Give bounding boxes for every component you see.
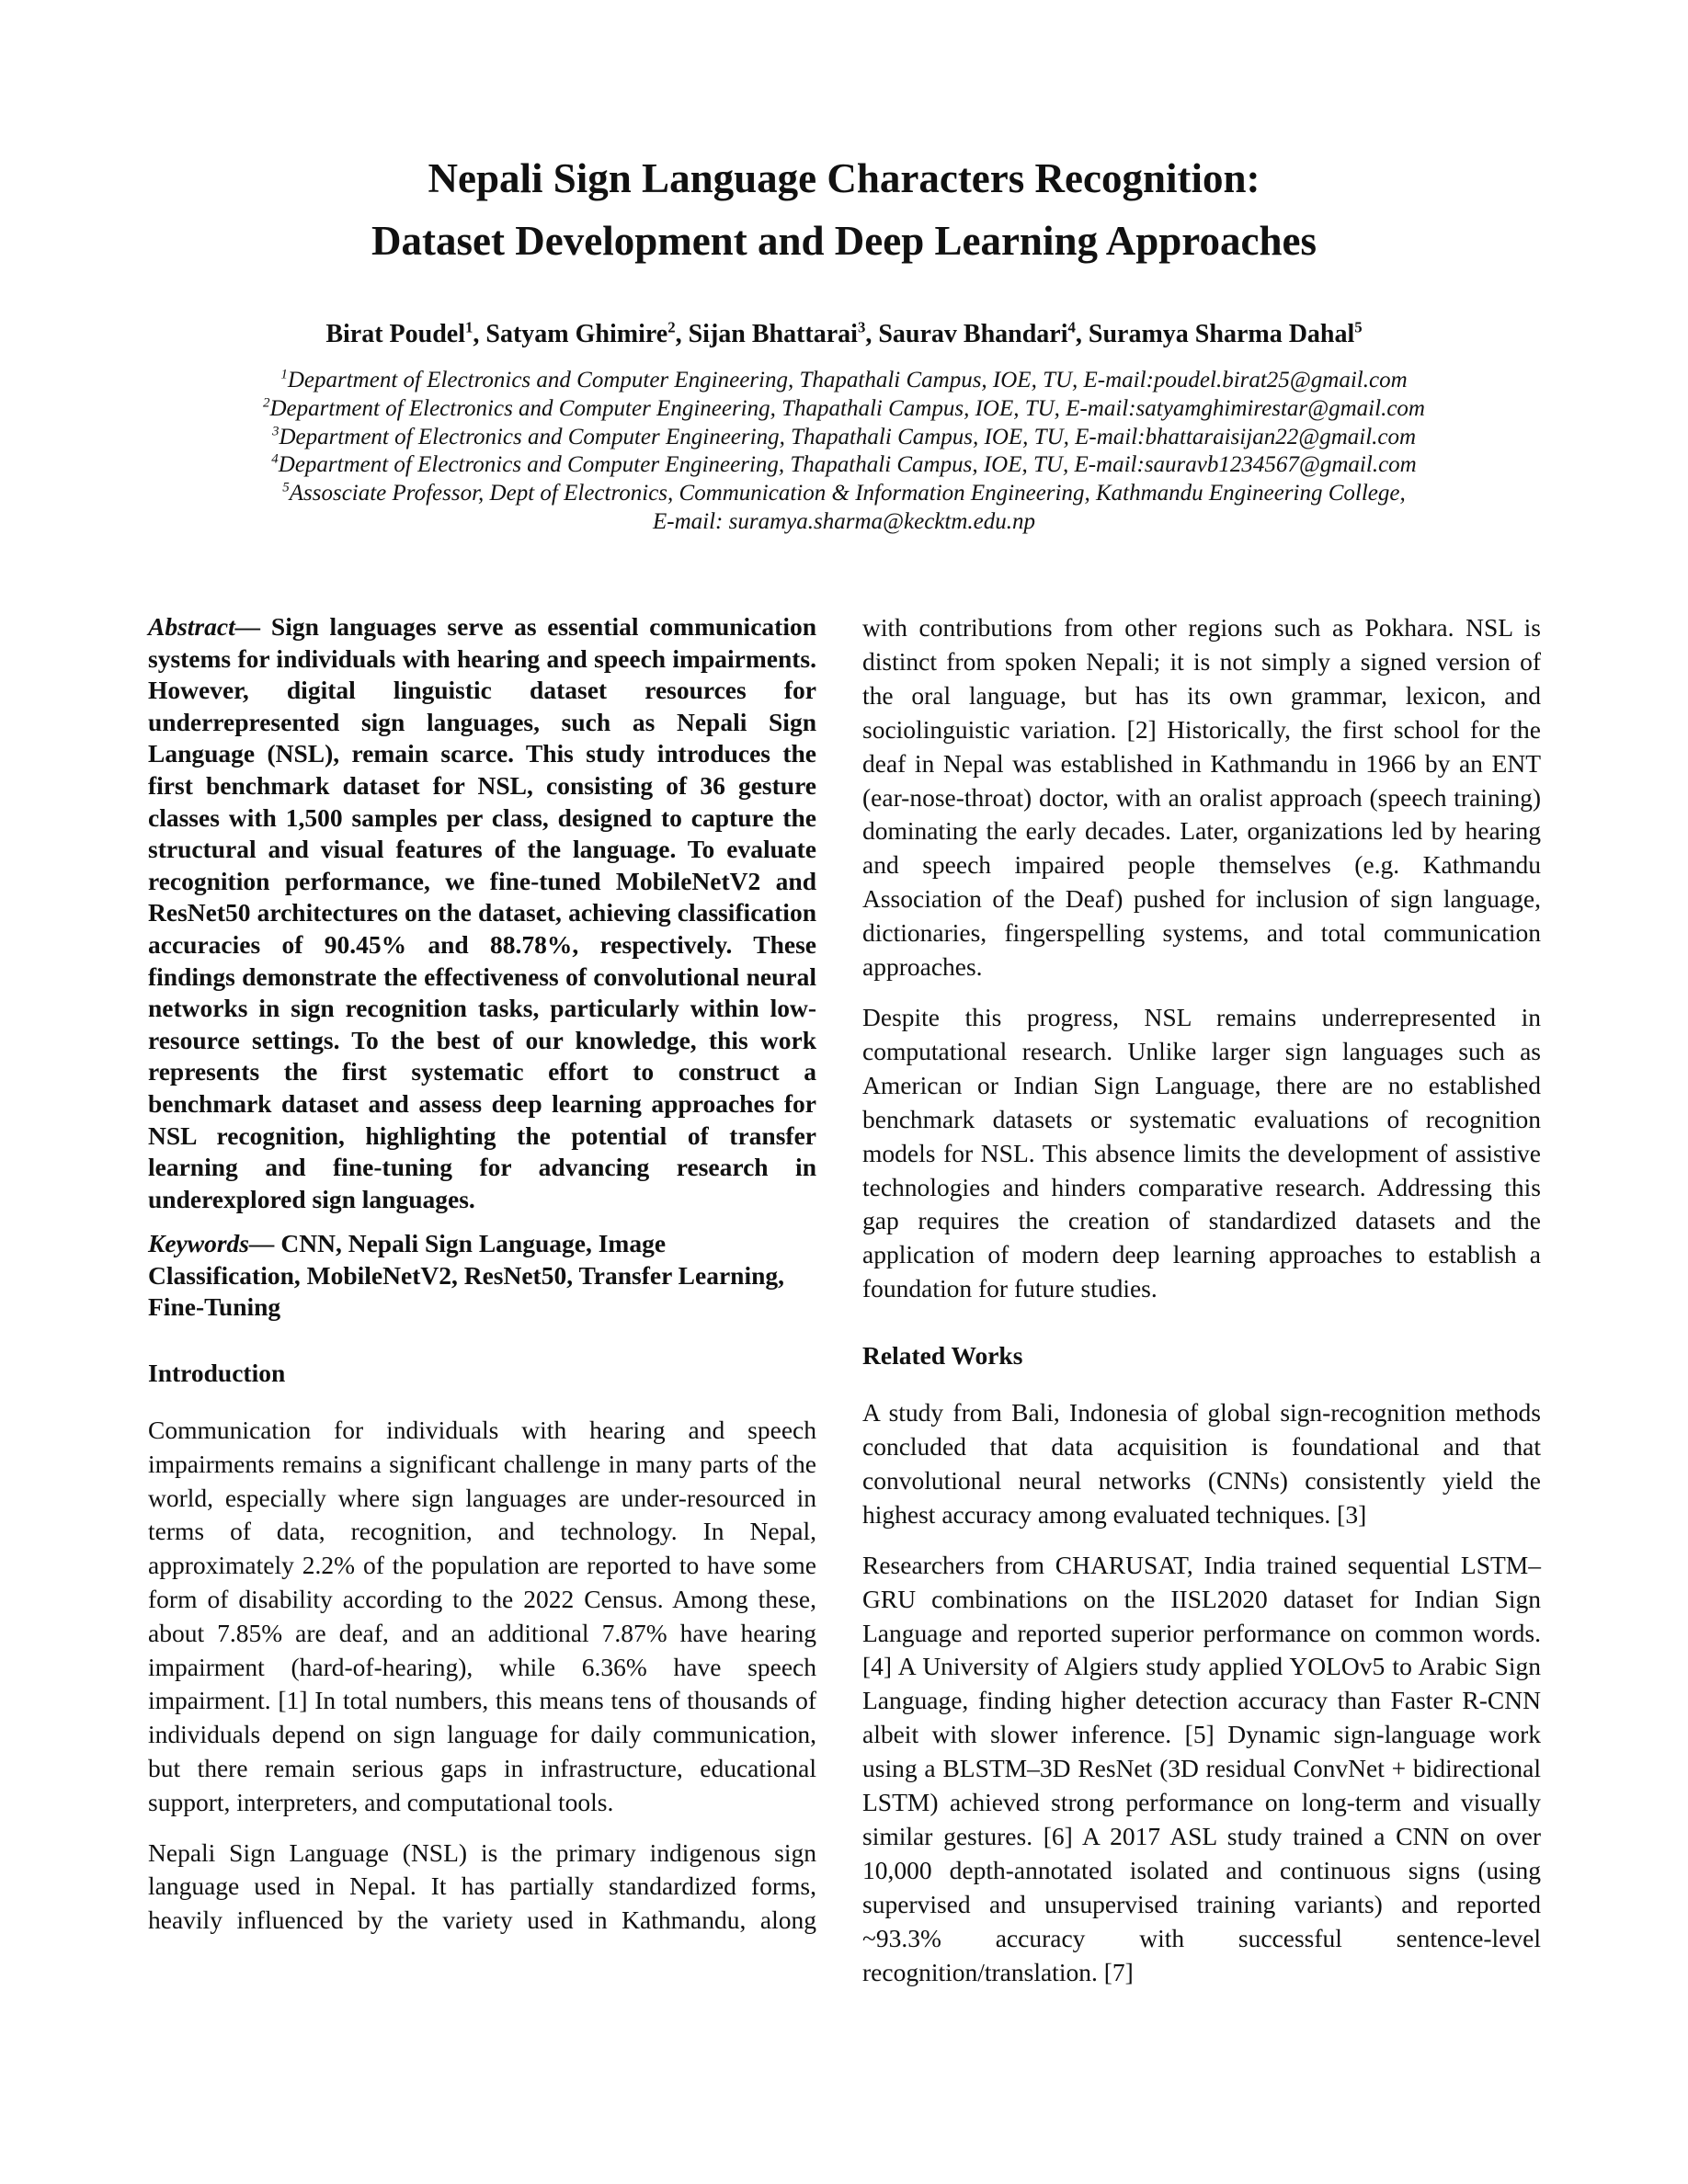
author: Birat Poudel$^1$, xyxy=(325,318,486,348)
author: Saurav Bhandari$^4$, xyxy=(878,318,1089,348)
paper-title xyxy=(0,147,1688,272)
abstract xyxy=(148,611,816,1215)
paragraph: Communication for individuals with hearing and speech impairments remains a significant challenge in many parts of the world, especially where sign languages are under-resourced in terms of data, recognition, and technology. In Nepal, approximately 2.2% of the population are reported to have some form of disability according to the 2022 Census. Among these, about 7.85% are deaf, and an additional 7.87% have hearing impairment (hard-of-hearing), while 6.36% have speech impairment. [1] In total numbers, this means tens of thousands of individuals depend on sign language for daily communication, but there remain serious gaps in infrastructure, educational support, interpreters, and computational tools. xyxy=(148,1416,816,1816)
author: Sijan Bhattarai$^3$, xyxy=(688,318,879,348)
affiliation: $^5$Assosciate Professor, Dept of Electronics, Communication & Information Engineering, Kathmandu Engineering College, xyxy=(282,480,1406,506)
abstract-label: Abstract— xyxy=(148,612,261,641)
abstract-text: Sign languages serve as essential communication systems for individuals with hearing and speech impairments. However, digital linguistic dataset resources for underrepresented sign languages, such as Nepali Sign Language (NSL), remain scarce. This study introduces the first benchmark dataset for NSL, consisting of 36 gesture classes with 1,500 samples per class, designed to capture the structural and visual features of the language. To evaluate recognition performance, we fine-tuned MobileNetV2 and ResNet50 architectures on the dataset, achieving classification accuracies of 90.45% and 88.78%, respectively. These findings demonstrate the effectiveness of convolutional neural networks in sign recognition tasks, particularly within low-resource settings. To the best of our knowledge, this work represents the first systematic effort to construct a benchmark dataset and assess deep learning approaches for NSL recognition, highlighting the potential of transfer learning and fine-tuning for advancing research in underexplored sign languages. xyxy=(148,612,816,1213)
paragraph: Nepali Sign Language (NSL) is the primary indigenous sign language used in Nepal. It has partially standardized forms, heavily influenced by the variety used in Kathmandu, along xyxy=(148,1837,816,1935)
section-heading-introduction: Introduction xyxy=(148,1359,286,1388)
paragraph: Researchers from CHARUSAT, India trained sequential LSTM–GRU combinations on the IISL2020 dataset for Indian Sign Language and reported superior performance on common words. [4] A University of Algiers study applied YOLOv5 to Arabic Sign Language, finding higher detection accuracy than Faster R-CNN albeit with slower inference. [5] Dynamic sign-language work using a BLSTM–3D ResNet (3D residual ConvNet + bidirectional LSTM) achieved strong performance on long-term and visually similar gestures. [6] A 2017 ASL study trained a CNN on over 10,000 depth-annotated isolated and continuous signs (using supervised and unsupervised training variants) and reported ~93.3% accuracy with successful sentence-level recognition/translation. [7] xyxy=(862,1550,1541,1986)
title-line-1: Nepali Sign Language Characters Recognition: xyxy=(428,155,1260,201)
left-column xyxy=(148,611,816,1954)
title-line-2: Dataset Development and Deep Learning Approaches xyxy=(371,218,1317,264)
affiliation: $^2$Department of Electronics and Computer Engineering, Thapathali Campus, IOE, TU, E-mail:satyamghimirestar@gmail.com xyxy=(263,395,1425,421)
section-heading-related-works: Related Works xyxy=(862,1341,1023,1371)
keywords-label: Keywords— xyxy=(148,1229,275,1258)
paragraph: Despite this progress, NSL remains underrepresented in computational research. Unlike larger sign languages such as American or Indian Sign Language, there are no established benchmark datasets or systematic evaluations of recognition models for NSL. This absence limits the development of assistive technologies and hinders comparative research. Addressing this gap requires the creation of standardized datasets and the application of modern deep learning approaches to establish a foundation for future studies. xyxy=(862,1002,1541,1303)
right-column xyxy=(862,611,1541,2007)
affiliation: $^4$Department of Electronics and Computer Engineering, Thapathali Campus, IOE, TU, E-mail:sauravb1234567@gmail.com xyxy=(271,452,1417,478)
affiliation-list xyxy=(0,367,1688,537)
keywords-text: CNN, Nepali Sign Language, Image Classification, MobileNetV2, ResNet50, Transfer Learning, Fine-Tuning xyxy=(148,1229,785,1322)
keywords xyxy=(148,1228,816,1324)
author: Satyam Ghimire$^2$, xyxy=(485,318,689,348)
affiliation: $^3$Department of Electronics and Computer Engineering, Thapathali Campus, IOE, TU, E-mail:bhattaraisijan22@gmail.com xyxy=(271,424,1417,449)
paragraph: A study from Bali, Indonesia of global sign-recognition methods concluded that data acquisition is foundational and that convolutional neural networks (CNNs) consistently yield the highest accuracy among evaluated techniques. [3] xyxy=(862,1398,1541,1529)
author: Suramya Sharma Dahal$^5$ xyxy=(1088,318,1363,348)
affiliation-email: E-mail: suramya.sharma@kecktm.edu.np xyxy=(653,508,1035,534)
paragraph: with contributions from other regions such as Pokhara. NSL is distinct from spoken Nepali; it is not simply a signed version of the oral language, but has its own grammar, lexicon, and sociolinguistic variation. [2] Historically, the first school for the deaf in Nepal was established in Kathmandu in 1966 by an ENT (ear-nose-throat) doctor, with an oralist approach (speech training) dominating the early decades. Later, organizations led by hearing and speech impaired people themselves (e.g. Kathmandu Association of the Deaf) pushed for inclusion of sign language, dictionaries, fingerspelling systems, and total communication approaches. xyxy=(862,613,1541,982)
affiliation: $^1$Department of Electronics and Computer Engineering, Thapathali Campus, IOE, TU, E-mail:poudel.birat25@gmail.com xyxy=(280,367,1408,392)
author-list xyxy=(0,316,1688,353)
